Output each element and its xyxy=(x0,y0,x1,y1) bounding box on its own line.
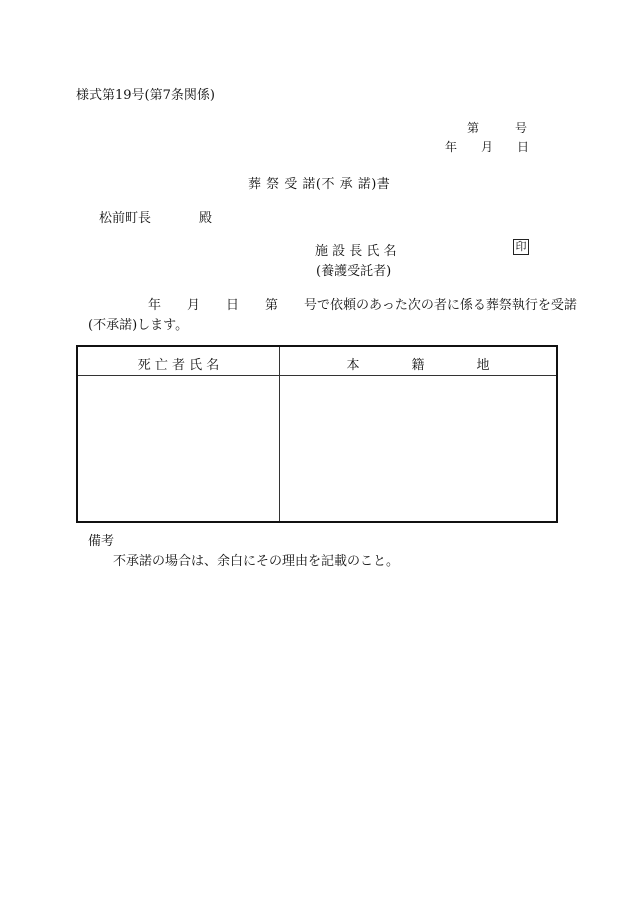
caretaker-label: (養護受託者) xyxy=(316,264,392,279)
remarks-heading: 備考 xyxy=(88,534,115,549)
remarks-note: 不承諾の場合は、余白にその理由を記載のこと。 xyxy=(113,554,400,569)
addressee-honorific: 殿 xyxy=(199,211,213,226)
facility-head-name-label: 施 設 長 氏 名 xyxy=(315,244,397,259)
document-number-line: 第 号 xyxy=(467,121,528,135)
body-text-line-1: 年 月 日 第 号で依頼のあった次の者に係る葬祭執行を受諾 xyxy=(148,298,577,313)
document-date-line: 年 月 日 xyxy=(445,140,530,154)
addressee-name: 松前町長 xyxy=(99,211,152,226)
deceased-info-table xyxy=(76,345,558,523)
seal-mark: 印 xyxy=(513,239,529,255)
document-title: 葬 祭 受 諾(不 承 諾)書 xyxy=(248,177,391,192)
header-deceased-name: 死 亡 者 氏 名 xyxy=(137,358,220,373)
table-header-row xyxy=(78,347,556,376)
body-text-line-2: (不承諾)します。 xyxy=(88,318,189,333)
header-registered-domicile: 本 籍 地 xyxy=(346,358,490,373)
form-number: 様式第19号(第7条関係) xyxy=(76,88,215,103)
addressee xyxy=(99,207,212,226)
column-divider xyxy=(279,347,280,521)
